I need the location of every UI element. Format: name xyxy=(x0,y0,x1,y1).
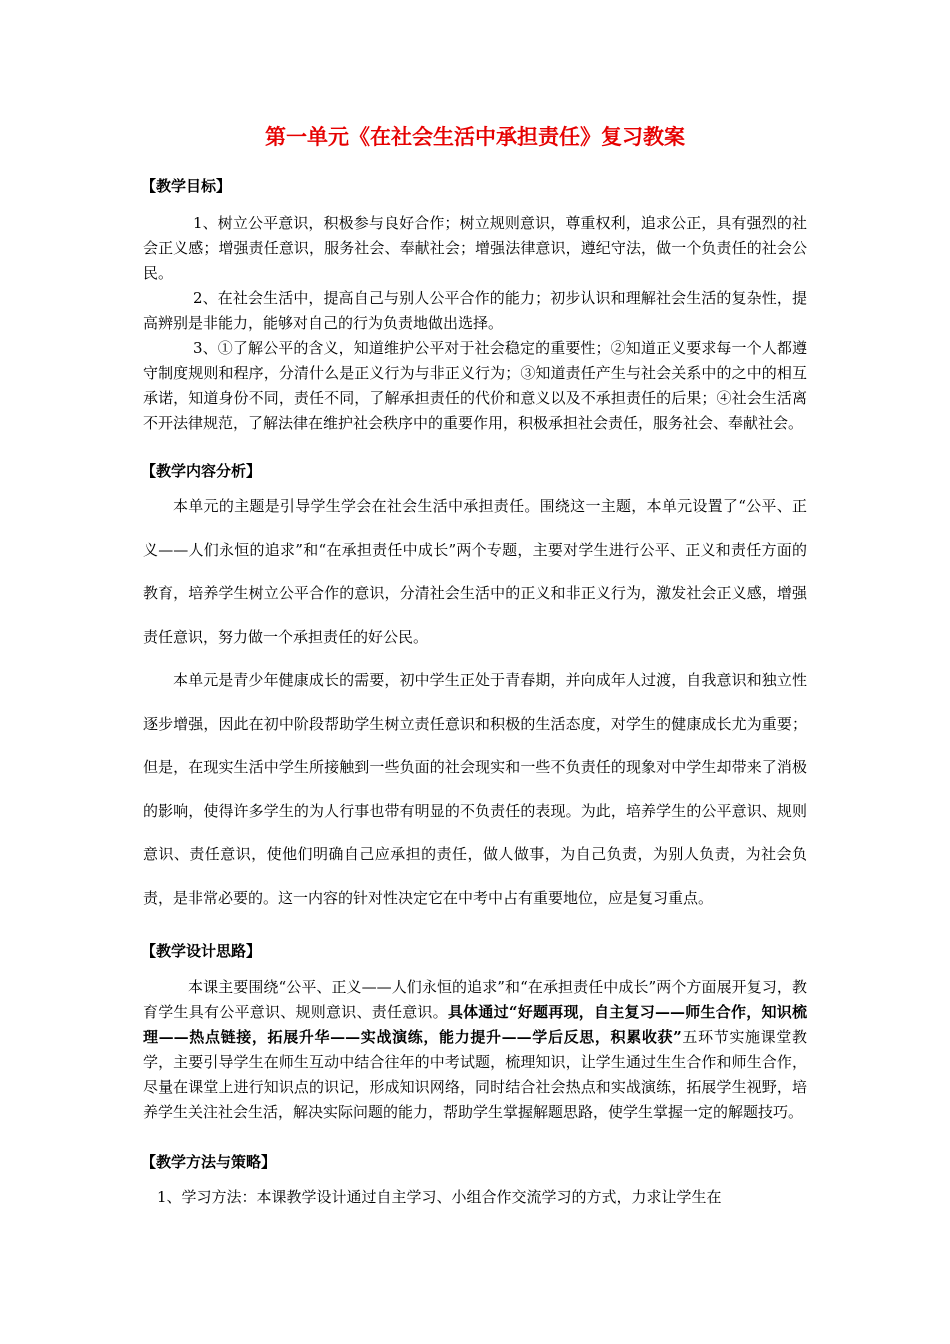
objective-item-1: 1、树立公平意识，积极参与良好合作；树立规则意识，尊重权利，追求公正，具有强烈的社会正义感；增强责任意识，服务社会、奉献社会；增强法律意识，遵纪守法，做一个负责任的社会公民。 xyxy=(143,214,807,282)
section-heading-design: 【教学设计思路】 xyxy=(141,942,262,960)
design-text-bold: 具体通过“好题再现，自主复习——师生合作，知识梳理——热点链接，拓展升华——实战演练，能力提升——学后反思，积累收获” xyxy=(143,1003,807,1046)
design-text-part1: 本课主要围绕“公平、正义——人们永恒的追求”和“在承担责任中成长”两个方面展开复习，教育学生具有公平意识、规则意识、责任意识。 xyxy=(143,978,807,1021)
content-analysis-paragraph-1: 本单元的主题是引导学生学会在社会生活中承担责任。围绕这一主题，本单元设置了“公平、正义——人们永恒的追求”和“在承担责任中成长”两个专题，主要对学生进行公平、正义和责任方面的教育，培养学生树立公平合作的意识，分清社会生活中的正义和非正义行为，激发社会正义感，增强责任意识，努力做一个承担责任的好公民。 xyxy=(143,497,807,646)
design-text-part3: 五环节实施课堂教学，主要引导学生在师生互动中结合往年的中考试题，梳理知识，让学生通过生生合作和师生合作，尽量在课堂上进行知识点的识记，形成知识网络，同时结合社会热点和实战演练，拓展学生视野，培养学生关注社会生活，解决实际问题的能力，帮助学生掌握解题思路，使学生掌握一定的解题技巧。 xyxy=(143,1028,807,1121)
document-title: 第一单元《在社会生活中承担责任》复习教案 xyxy=(265,125,685,149)
design-paragraph xyxy=(143,975,807,1125)
methods-item-1: 1、学习方法：本课教学设计通过自主学习、小组合作交流学习的方式，力求让学生在 xyxy=(157,1188,722,1206)
content-analysis-paragraph-2: 本单元是青少年健康成长的需要，初中学生正处于青春期，并向成年人过渡，自我意识和独立性逐步增强，因此在初中阶段帮助学生树立责任意识和积极的生活态度，对学生的健康成长尤为重要；但是，在现实生活中学生所接触到一些负面的社会现实和一些不负责任的现象对中学生却带来了消极的影响，使得许多学生的为人行事也带有明显的不负责任的表现。为此，培养学生的公平意识、规则意识、责任意识，使他们明确自己应承担的责任，做人做事，为自己负责，为别人负责，为社会负责，是非常必要的。这一内容的针对性决定它在中考中占有重要地位，应是复习重点。 xyxy=(143,671,807,907)
objective-item-2: 2、在社会生活中，提高自己与别人公平合作的能力；初步认识和理解社会生活的复杂性，提高辨别是非能力，能够对自己的行为负责地做出选择。 xyxy=(143,289,807,332)
section-heading-methods: 【教学方法与策略】 xyxy=(141,1153,277,1171)
objective-item-3: 3、①了解公平的含义，知道维护公平对于社会稳定的重要性；②知道正义要求每一个人都遵守制度规则和程序，分清什么是正义行为与非正义行为；③知道责任产生与社会关系中的之中的相互承诺，知道身份不同，责任不同，了解承担责任的代价和意义以及不承担责任的后果；④社会生活离不开法律规范，了解法律在维护社会秩序中的重要作用，积极承担社会责任，服务社会、奉献社会。 xyxy=(143,339,807,432)
section-heading-content-analysis: 【教学内容分析】 xyxy=(141,462,262,480)
section-heading-objectives: 【教学目标】 xyxy=(141,177,232,195)
